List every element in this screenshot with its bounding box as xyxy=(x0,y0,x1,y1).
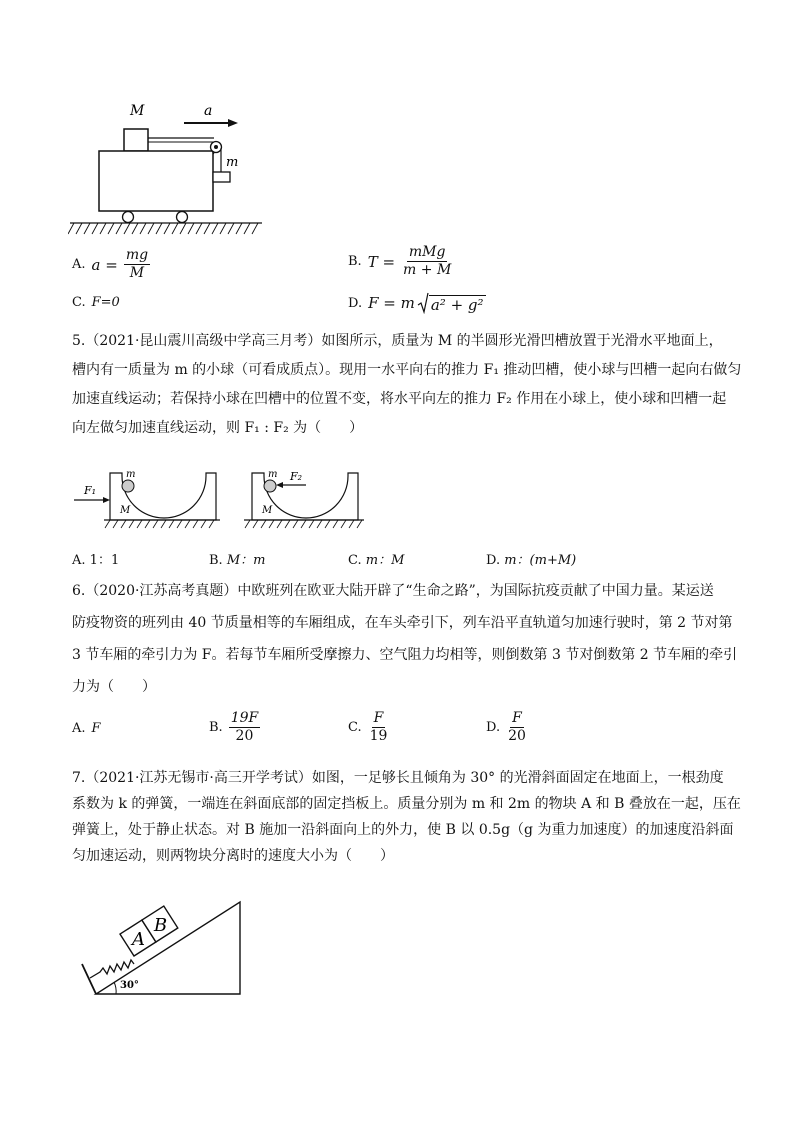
q6-option-b-fraction xyxy=(229,710,261,745)
q4-option-a-lhs: a = xyxy=(91,255,118,274)
q7-angle-label: 30° xyxy=(120,980,139,991)
q5-line-2: 槽内有一质量为 m 的小球（可看成质点）。现用一水平向右的推力 F₁ 推动凹槽，使小球与凹槽一起向右做匀 xyxy=(72,362,742,378)
q4-option-d-lhs: F = m xyxy=(368,294,415,312)
q5-option-d-letter: D. xyxy=(486,553,501,568)
q6-option-b-letter: B. xyxy=(209,720,223,735)
q6-option-b-num: 19F xyxy=(230,710,259,726)
q6-option-c-den: 19 xyxy=(369,728,388,744)
q4-label-a: a xyxy=(204,103,213,119)
q6-option-a-text: F xyxy=(91,721,101,736)
sqrt-sign-icon xyxy=(417,292,429,314)
q4-option-c-text: F=0 xyxy=(91,295,120,310)
q5-figure-left xyxy=(70,468,230,530)
q4-option-b-num: mMg xyxy=(408,244,446,260)
q5-option-d[interactable] xyxy=(486,549,576,568)
q5-option-a-text: 1：1 xyxy=(89,553,120,568)
q5-option-b[interactable] xyxy=(209,549,265,568)
q5-right-m-label: m xyxy=(268,469,278,480)
q7-stem xyxy=(72,767,741,871)
q6-line-1: 6.（2020·江苏高考真题）中欧班列在欧亚大陆开辟了“生命之路”，为国际抗疫贡献了中国力量。某运送 xyxy=(72,583,714,599)
q5-option-d-text: m：(m+M) xyxy=(504,553,577,568)
q4-option-d[interactable] xyxy=(348,292,486,314)
q6-option-d-letter: D. xyxy=(486,720,501,735)
q4-option-d-letter: D. xyxy=(348,295,363,311)
q5-line-4: 向左做匀加速直线运动，则 F₁ : F₂ 为（ ） xyxy=(72,420,364,436)
q4-option-a-fraction xyxy=(124,247,150,282)
q7-line-2: 系数为 k 的弹簧，一端连在斜面底部的固定挡板上。质量分别为 m 和 2m 的物块 A 和 B 叠放在一起，压在 xyxy=(72,796,741,812)
q6-line-3: 3 节车厢的牵引力为 F。若每节车厢所受摩擦力、空气阻力均相等，则倒数第 3 节对倒数第 2 节车厢的牵引 xyxy=(72,647,738,663)
q7-block-a-label: A xyxy=(131,929,145,951)
q4-option-d-radicand: a² + g² xyxy=(430,296,484,314)
q4-option-b[interactable] xyxy=(348,244,453,279)
q4-option-a-num: mg xyxy=(125,247,149,263)
q5-line-1: 5.（2021·昆山震川高级中学高三月考）如图所示，质量为 M 的半圆形光滑凹槽放置于光滑水平地面上， xyxy=(72,333,723,349)
q5-option-c-letter: C. xyxy=(348,553,362,568)
q4-option-a-den: M xyxy=(129,265,145,281)
q5-stem xyxy=(72,330,742,446)
q5-left-M-label: M xyxy=(120,505,131,516)
q4-option-d-sqrt xyxy=(417,292,486,314)
q7-block-b-label: B xyxy=(153,915,168,937)
q6-option-c-num: F xyxy=(373,710,384,726)
q5-option-c[interactable] xyxy=(348,549,404,568)
q6-stem xyxy=(72,580,738,708)
q4-option-b-den: m + M xyxy=(403,262,452,278)
q7-line-4: 匀加速运动，则两物块分离时的速度大小为（ ） xyxy=(72,848,394,864)
q5-figure-right xyxy=(238,468,368,530)
q6-option-b-den: 20 xyxy=(235,728,254,744)
q4-label-m: m xyxy=(226,155,239,170)
q6-option-a-letter: A. xyxy=(72,721,86,736)
q5-option-c-text: m：M xyxy=(365,553,405,568)
q6-option-d-den: 20 xyxy=(508,728,526,744)
q6-line-4: 力为（ ） xyxy=(72,679,156,695)
q4-option-a-letter: A. xyxy=(72,257,86,272)
q6-option-c-fraction xyxy=(368,710,390,745)
q5-left-force-label: F₁ xyxy=(84,484,97,497)
q4-option-b-lhs: T = xyxy=(367,252,396,271)
q4-label-M: M xyxy=(130,103,145,119)
q7-incline-figure xyxy=(76,896,246,1000)
q6-option-d-num: F xyxy=(512,710,522,726)
q6-line-2: 防疫物资的班列由 40 节质量相等的车厢组成，在车头牵引下，列车沿平直轨道匀加速行驶时，第 2 节对第 xyxy=(72,615,733,631)
q4-option-c-letter: C. xyxy=(72,295,86,310)
q5-option-b-letter: B. xyxy=(209,553,223,568)
q4-option-c[interactable] xyxy=(72,295,120,310)
q5-left-m-label: m xyxy=(126,469,136,480)
q7-line-3: 弹簧上，处于静止状态。对 B 施加一沿斜面向上的外力，使 B 以 0.5g（g 为重力加速度）的加速度沿斜面 xyxy=(72,822,734,838)
q6-option-a[interactable] xyxy=(72,721,101,736)
q5-option-a-letter: A. xyxy=(72,553,86,568)
q4-option-b-letter: B. xyxy=(348,254,362,269)
q6-option-c[interactable] xyxy=(348,710,389,745)
q7-line-1: 7.（2021·江苏无锡市·高三开学考试）如图，一足够长且倾角为 30° 的光滑斜面固定在地面上，一根劲度 xyxy=(72,770,724,786)
q6-option-d[interactable] xyxy=(486,710,528,745)
q5-option-a[interactable] xyxy=(72,549,119,568)
q6-option-c-letter: C. xyxy=(348,720,362,735)
q5-line-3: 加速直线运动；若保持小球在凹槽中的位置不变，将水平向左的推力 F₂ 作用在小球上，使小球和凹槽一起 xyxy=(72,391,727,407)
q6-option-b[interactable] xyxy=(209,710,260,745)
q6-option-d-fraction xyxy=(506,710,528,745)
q4-option-a[interactable] xyxy=(72,247,150,282)
q4-option-b-fraction xyxy=(401,244,453,279)
q5-right-force-label: F₂ xyxy=(290,470,303,483)
q4-cart-figure xyxy=(68,98,268,238)
q5-right-M-label: M xyxy=(262,505,273,516)
q5-option-b-text: M：m xyxy=(226,553,266,568)
